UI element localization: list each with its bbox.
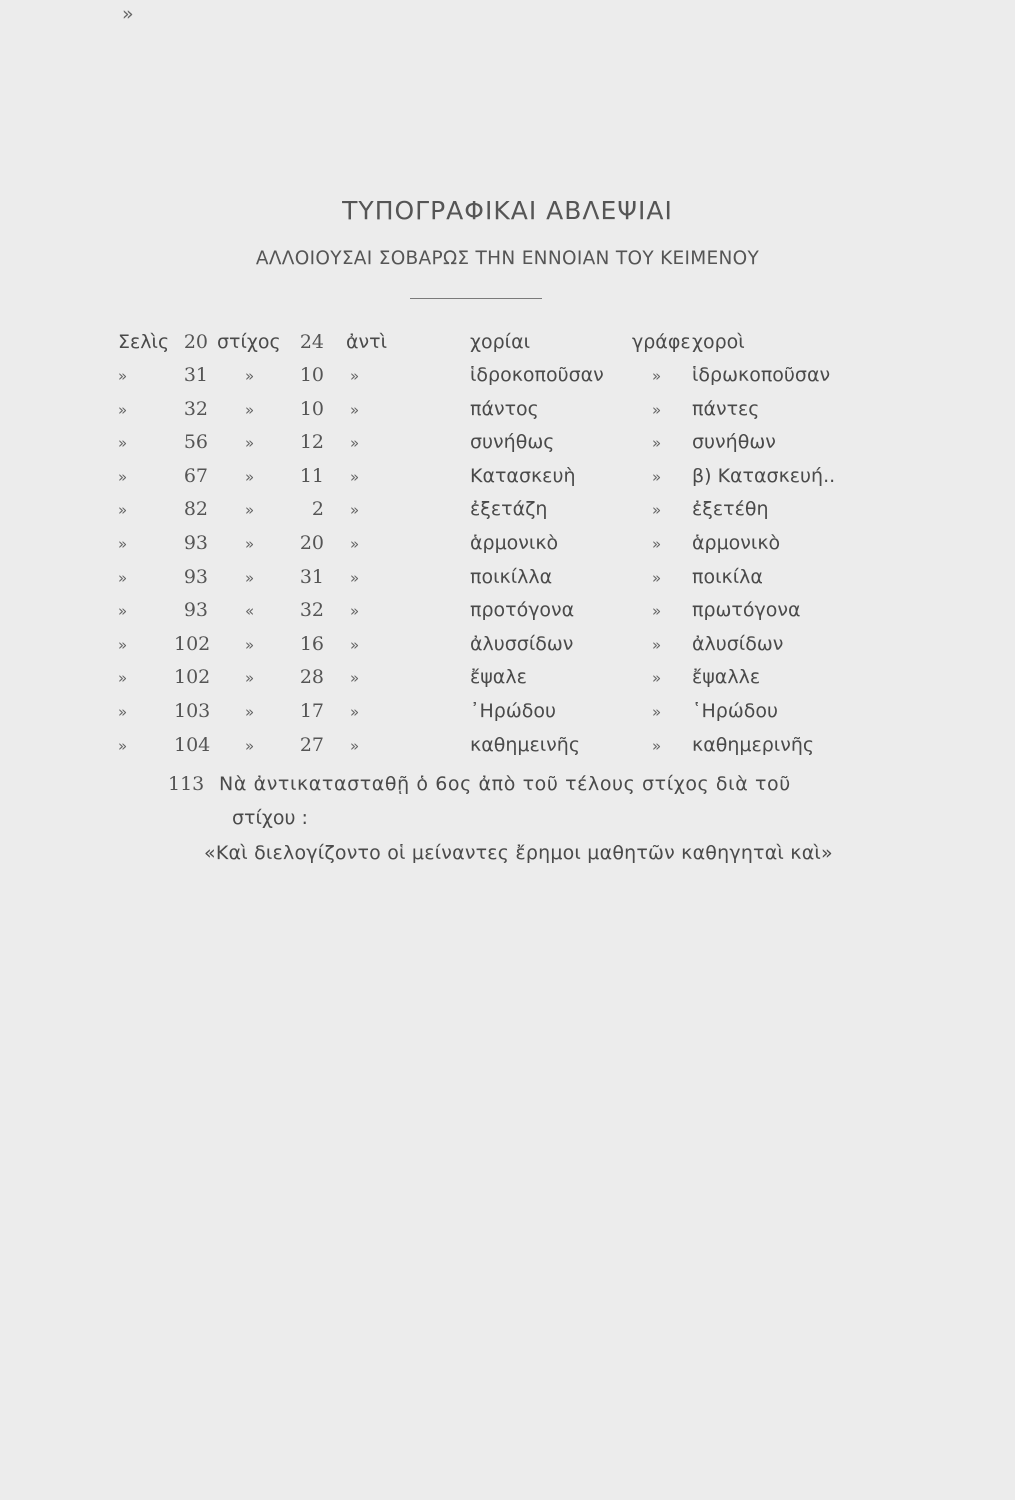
line-number: 20 (299, 532, 324, 554)
ditto-mark: » (652, 569, 662, 587)
ditto-mark: » (350, 434, 360, 452)
page-number: 93 (183, 566, 208, 588)
line-number: 12 (299, 431, 324, 453)
errata-row (0, 599, 1015, 629)
page-title: ΤΥΠΟΓΡΑΦΙΚΑΙ ΑΒΛΕΨΙΑΙ (342, 196, 673, 225)
errata-row (0, 700, 1015, 730)
line-number: 31 (299, 566, 324, 588)
title-divider (410, 298, 542, 299)
ditto-mark: » (118, 669, 128, 687)
ditto-mark: » (245, 569, 255, 587)
ditto-mark: » (652, 737, 662, 755)
ditto-mark: » (118, 737, 128, 755)
label-instead: ἀντὶ (346, 331, 388, 353)
line-number: 28 (299, 666, 324, 688)
ditto-mark: » (652, 434, 662, 452)
label-line: στίχος (217, 331, 281, 353)
wrong-text: συνήθως (470, 431, 555, 453)
ditto-mark: » (652, 401, 662, 419)
ditto-mark: » (245, 636, 255, 654)
ditto-mark: » (350, 401, 360, 419)
correct-text: β) Κατασκευή.. (692, 465, 836, 487)
ditto-mark: » (350, 669, 360, 687)
ditto-mark: » (652, 636, 662, 654)
header-line: 24 (299, 331, 324, 353)
label-page: Σελὶς (118, 331, 170, 353)
correct-text: ποικίλα (692, 566, 763, 588)
errata-row (0, 498, 1015, 528)
ditto-mark: » (118, 602, 128, 620)
ditto-mark: » (245, 401, 255, 419)
errata-row (0, 666, 1015, 696)
line-number: 16 (299, 633, 324, 655)
correct-text: ἔψαλλε (692, 666, 761, 688)
ditto-mark: » (245, 367, 255, 385)
ditto-mark: » (118, 501, 128, 519)
line-number: 32 (299, 599, 324, 621)
ditto-mark: » (118, 535, 128, 553)
header-page: 20 (183, 331, 208, 353)
ditto-mark: » (245, 501, 255, 519)
ditto-mark: » (118, 367, 128, 385)
correct-text: καθημερινῆς (692, 734, 815, 756)
line-number: 10 (299, 364, 324, 386)
ditto-mark: » (350, 468, 360, 486)
page-number: 31 (183, 364, 208, 386)
ditto-mark: » (350, 501, 360, 519)
line-number: 10 (299, 398, 324, 420)
wrong-text: πάντος (470, 398, 539, 420)
ditto-mark: » (652, 501, 662, 519)
correct-text: ἐξετέθη (692, 498, 769, 520)
wrong-text: Κατασκευὴ (470, 465, 576, 487)
ditto-mark: » (245, 468, 255, 486)
ditto-mark: » (652, 602, 662, 620)
header-wrong: χορίαι (470, 331, 531, 353)
correct-text: πρωτόγονα (692, 599, 801, 621)
page-number: 56 (183, 431, 208, 453)
ditto-mark: » (350, 569, 360, 587)
errata-row (0, 633, 1015, 663)
correct-text: ἱδρωκοποῦσαν (692, 364, 831, 386)
ditto-mark: » (652, 535, 662, 553)
ditto-mark: » (118, 401, 128, 419)
ditto-mark: » (118, 636, 128, 654)
ditto-mark: » (118, 569, 128, 587)
wrong-text: ποικίλλα (470, 566, 553, 588)
wrong-text: ἔψαλε (470, 666, 527, 688)
errata-row (0, 566, 1015, 596)
line-number: 11 (299, 465, 324, 487)
correct-text: ῾Ηρώδου (692, 700, 779, 722)
page-subtitle: ΑΛΛΟΙΟΥΣΑΙ ΣΟΒΑΡΩΣ ΤΗΝ ΕΝΝΟΙΑΝ ΤΟΥ ΚΕΙΜΕΝΟΥ (255, 248, 760, 269)
page-number: 82 (183, 498, 208, 520)
line-number: 27 (299, 734, 324, 756)
ditto-mark: » (652, 703, 662, 721)
label-write: γράφε (632, 331, 691, 353)
wrong-text: ἐξετάζη (470, 498, 548, 520)
final-ditto: » (122, 3, 134, 25)
line-number: 17 (299, 700, 324, 722)
ditto-mark: » (350, 602, 360, 620)
ditto-mark: » (245, 737, 255, 755)
wrong-text: προτόγονα (470, 599, 575, 621)
correct-text: συνήθων (692, 431, 776, 453)
ditto-mark: » (350, 737, 360, 755)
page-number: 103 (174, 700, 211, 722)
wrong-text: ἁρμονικὸ (470, 532, 559, 554)
ditto-mark: » (350, 367, 360, 385)
ditto-mark: » (245, 434, 255, 452)
wrong-text: ἀλυσσίδων (470, 633, 574, 655)
page-number: 93 (183, 532, 208, 554)
header-right: χοροὶ (692, 331, 745, 353)
page-number: 104 (174, 734, 211, 756)
page-number: 102 (174, 633, 211, 655)
ditto-mark: « (245, 602, 255, 620)
errata-row (0, 465, 1015, 495)
final-quote: «Καὶ διελογίζοντο οἱ μείναντες ἔρημοι μαθητῶν καθηγηταὶ καὶ» (204, 842, 833, 864)
ditto-mark: » (652, 468, 662, 486)
correct-text: πάντες (692, 398, 760, 420)
wrong-text: καθημεινῆς (470, 734, 580, 756)
errata-row (0, 431, 1015, 461)
final-continuation: στίχου : (232, 807, 308, 829)
ditto-mark: » (652, 669, 662, 687)
errata-row (0, 532, 1015, 562)
errata-header-row (0, 331, 1015, 361)
ditto-mark: » (118, 468, 128, 486)
ditto-mark: » (245, 669, 255, 687)
ditto-mark: » (118, 703, 128, 721)
page-number: 32 (183, 398, 208, 420)
final-text: Νὰ ἀντικατασταθῇ ὁ 6ος ἀπὸ τοῦ τέλους στίχος διὰ τοῦ (219, 773, 791, 795)
correct-text: ἀλυσίδων (692, 633, 784, 655)
wrong-text: ἱδροκοποῦσαν (470, 364, 604, 386)
ditto-mark: » (350, 703, 360, 721)
ditto-mark: » (350, 535, 360, 553)
errata-row (0, 398, 1015, 428)
final-page: 113 (168, 773, 205, 795)
page-number: 67 (183, 465, 208, 487)
wrong-text: ᾿Ηρώδου (470, 700, 557, 722)
ditto-mark: » (652, 367, 662, 385)
errata-row (0, 734, 1015, 764)
page-number: 102 (174, 666, 211, 688)
line-number: 2 (311, 498, 324, 520)
ditto-mark: » (118, 434, 128, 452)
page-number: 93 (183, 599, 208, 621)
correct-text: ἁρμονικὸ (692, 532, 781, 554)
ditto-mark: » (245, 703, 255, 721)
errata-row (0, 364, 1015, 394)
ditto-mark: » (350, 636, 360, 654)
ditto-mark: » (245, 535, 255, 553)
